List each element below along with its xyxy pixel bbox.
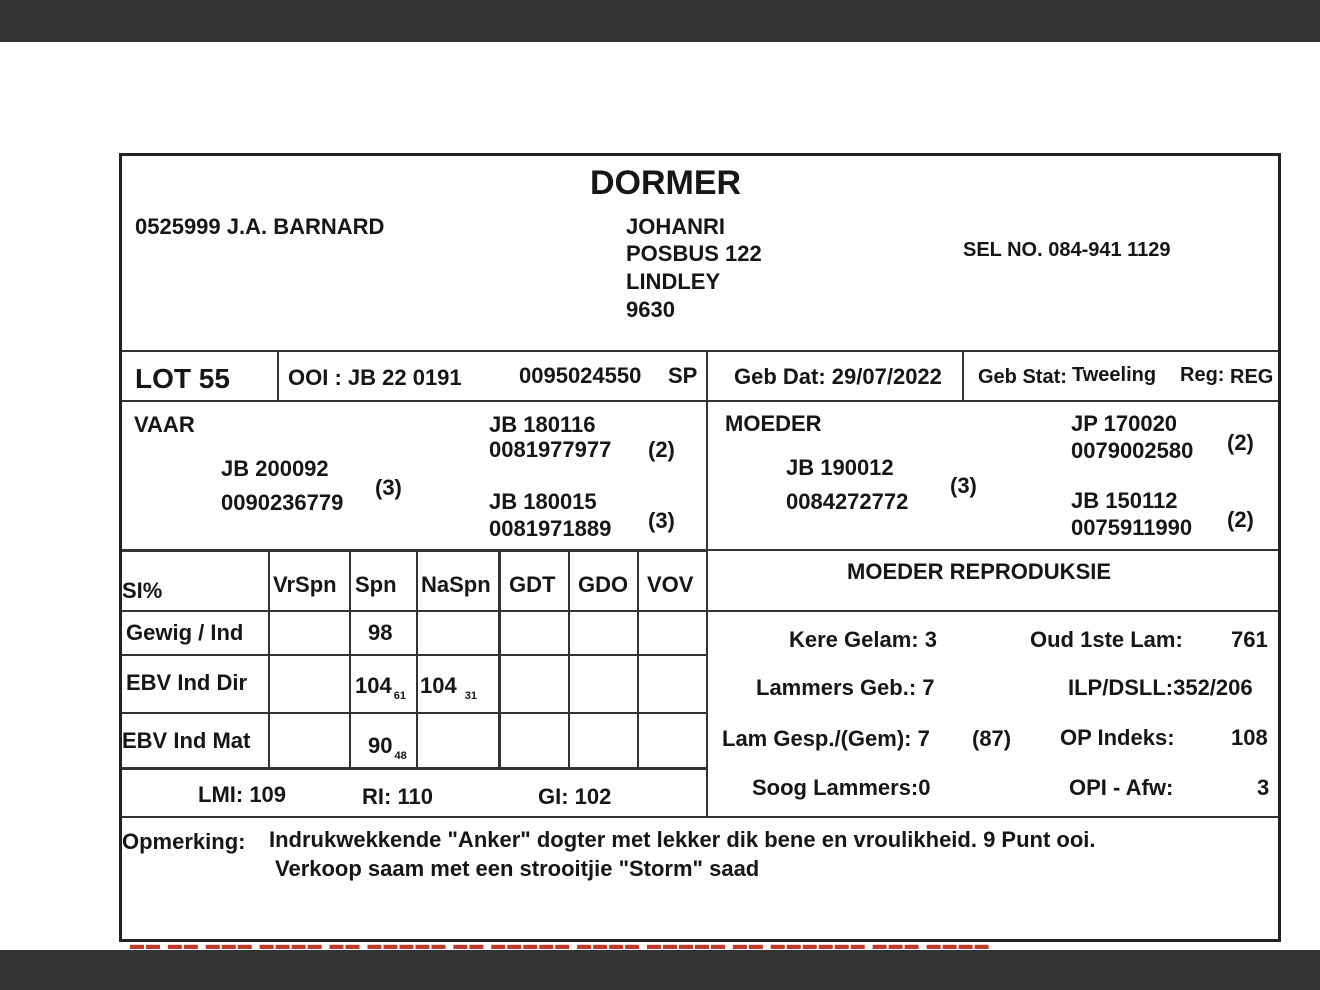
op-label: OP Indeks: <box>1060 725 1175 750</box>
dam-dam-number: 0075911990 <box>1071 515 1193 540</box>
oud-value: 761 <box>1231 627 1268 652</box>
table-top-border <box>122 549 707 552</box>
op-value: 108 <box>1231 725 1268 750</box>
row-ebv-dir-naspn <box>420 673 477 709</box>
top-viewer-bar <box>0 0 1320 42</box>
dam-sire-id: JP 170020 <box>1071 411 1178 436</box>
header-spn: Spn <box>355 572 397 597</box>
dam-sire-grade: (2) <box>1227 430 1254 455</box>
row-ebv-dir-spn-value: 104 <box>355 673 392 698</box>
phone-number: SEL NO. 084-941 1129 <box>963 239 1171 261</box>
birth-status-label: Geb Stat: <box>978 366 1067 388</box>
vdiv-col-6 <box>637 549 639 770</box>
sire-dam-grade: (3) <box>648 508 675 533</box>
header-naspn: NaSpn <box>421 572 491 597</box>
sire-dam-id: JB 180015 <box>489 489 597 514</box>
row-ebv-dir-naspn-accuracy: 31 <box>464 690 477 702</box>
breed-title: DORMER <box>590 164 742 202</box>
address-line-1: JOHANRI <box>626 214 726 239</box>
sire-sire-id: JB 180116 <box>489 412 596 437</box>
sire-id: JB 200092 <box>221 456 329 481</box>
dam-sire-number: 0079002580 <box>1071 438 1194 463</box>
dam-id: JB 190012 <box>786 455 894 480</box>
reg-value: REG <box>1230 366 1274 388</box>
sire-grade: (3) <box>375 475 402 500</box>
birth-date: Geb Dat: 29/07/2022 <box>734 364 942 389</box>
vdiv-col-2 <box>349 549 351 770</box>
vdiv-col-4 <box>498 549 501 770</box>
address-line-3: LINDLEY <box>626 269 721 294</box>
vdiv-center <box>706 350 708 816</box>
divider-lot <box>122 400 1278 402</box>
sire-sire-grade: (2) <box>648 437 675 462</box>
divider-row-1 <box>122 654 707 656</box>
sire-label: VAAR <box>134 412 195 437</box>
remark-line-2: Verkoop saam met een strooitjie "Storm" saad <box>275 856 760 881</box>
vdiv-col-3 <box>416 549 418 770</box>
cut-off-red-text: ▬▬ ▬▬ ▬▬▬ ▬▬▬▬ ▬▬ ▬▬▬▬▬ ▬▬ ▬▬▬▬▬ ▬▬▬▬ ▬▬▬▬▬ ▬▬ ▬▬▬▬▬▬ ▬▬▬ ▬▬▬▬ <box>130 942 991 950</box>
address-line-4: 9630 <box>626 297 675 322</box>
reproduction-title: MOEDER REPRODUKSIE <box>847 559 1112 584</box>
divider-row-2 <box>122 712 707 714</box>
index-ri: RI: 110 <box>362 784 433 809</box>
address-line-2: POSBUS 122 <box>626 241 762 266</box>
bottom-viewer-bar <box>0 950 1320 990</box>
header-gdt: GDT <box>509 572 556 597</box>
remark-label: Opmerking: <box>122 829 246 854</box>
sire-number: 0090236779 <box>221 490 344 515</box>
row-ebv-dir-spn <box>355 673 406 709</box>
divider-row-3 <box>122 767 707 770</box>
remark-line-1: Indrukwekkende "Anker" dogter met lekker dik bene en vroulikheid. 9 Punt ooi. <box>269 827 1096 852</box>
lot-number: LOT 55 <box>135 363 230 394</box>
header-vov: VOV <box>647 572 694 597</box>
header-si: SI% <box>122 578 163 603</box>
breeder-name: 0525999 J.A. BARNARD <box>135 214 385 239</box>
vdiv-col-5 <box>568 549 570 770</box>
lammers-geb: Lammers Geb.: 7 <box>756 675 935 700</box>
header-vrspn: VrSpn <box>273 572 337 597</box>
soog-lammers: Soog Lammers:0 <box>752 775 931 800</box>
opi-label: OPI - Afw: <box>1069 775 1174 800</box>
dam-label: MOEDER <box>725 411 822 436</box>
index-lmi: LMI: 109 <box>198 782 287 807</box>
row-label-gewig: Gewig / Ind <box>126 620 244 645</box>
vdiv-geb <box>962 350 964 400</box>
reg-label: Reg: <box>1180 364 1225 386</box>
row-label-ebv-mat: EBV Ind Mat <box>122 728 251 753</box>
header-gdo: GDO <box>578 572 629 597</box>
index-gi: GI: 102 <box>538 784 612 809</box>
row-gewig-spn: 98 <box>368 620 393 645</box>
opi-value: 3 <box>1257 775 1270 800</box>
ooi-id: OOI : JB 22 0191 <box>288 365 462 390</box>
vdiv-col-1 <box>268 549 270 770</box>
ooi-number: 0095024550 <box>519 363 642 388</box>
lam-gesp: Lam Gesp./(Gem): 7 <box>722 726 930 751</box>
row-ebv-mat-spn-value: 90 <box>368 733 393 758</box>
oud-label: Oud 1ste Lam: <box>1030 627 1183 652</box>
dam-dam-id: JB 150112 <box>1071 488 1178 513</box>
dam-grade: (3) <box>950 473 977 498</box>
ooi-code: SP <box>668 363 698 388</box>
divider-header <box>122 350 1278 352</box>
ilp-dsll: ILP/DSLL:352/206 <box>1068 675 1253 700</box>
divider-table-header <box>122 610 1278 612</box>
kere-gelam: Kere Gelam: 3 <box>789 627 937 652</box>
sire-dam-number: 0081971889 <box>489 516 612 541</box>
divider-remark <box>122 816 1278 818</box>
dam-dam-grade: (2) <box>1227 507 1254 532</box>
sire-sire-number: 0081977977 <box>489 437 612 462</box>
row-ebv-dir-spn-accuracy: 61 <box>393 690 406 702</box>
row-ebv-dir-naspn-value: 104 <box>420 673 457 698</box>
birth-status-value: Tweeling <box>1072 364 1157 386</box>
row-ebv-mat-spn <box>368 733 407 769</box>
row-ebv-mat-spn-accuracy: 48 <box>394 750 407 762</box>
vdiv-lot <box>277 350 279 400</box>
lam-gesp-avg: (87) <box>972 726 1012 751</box>
row-label-ebv-dir: EBV Ind Dir <box>126 670 248 695</box>
dam-number: 0084272772 <box>786 489 909 514</box>
